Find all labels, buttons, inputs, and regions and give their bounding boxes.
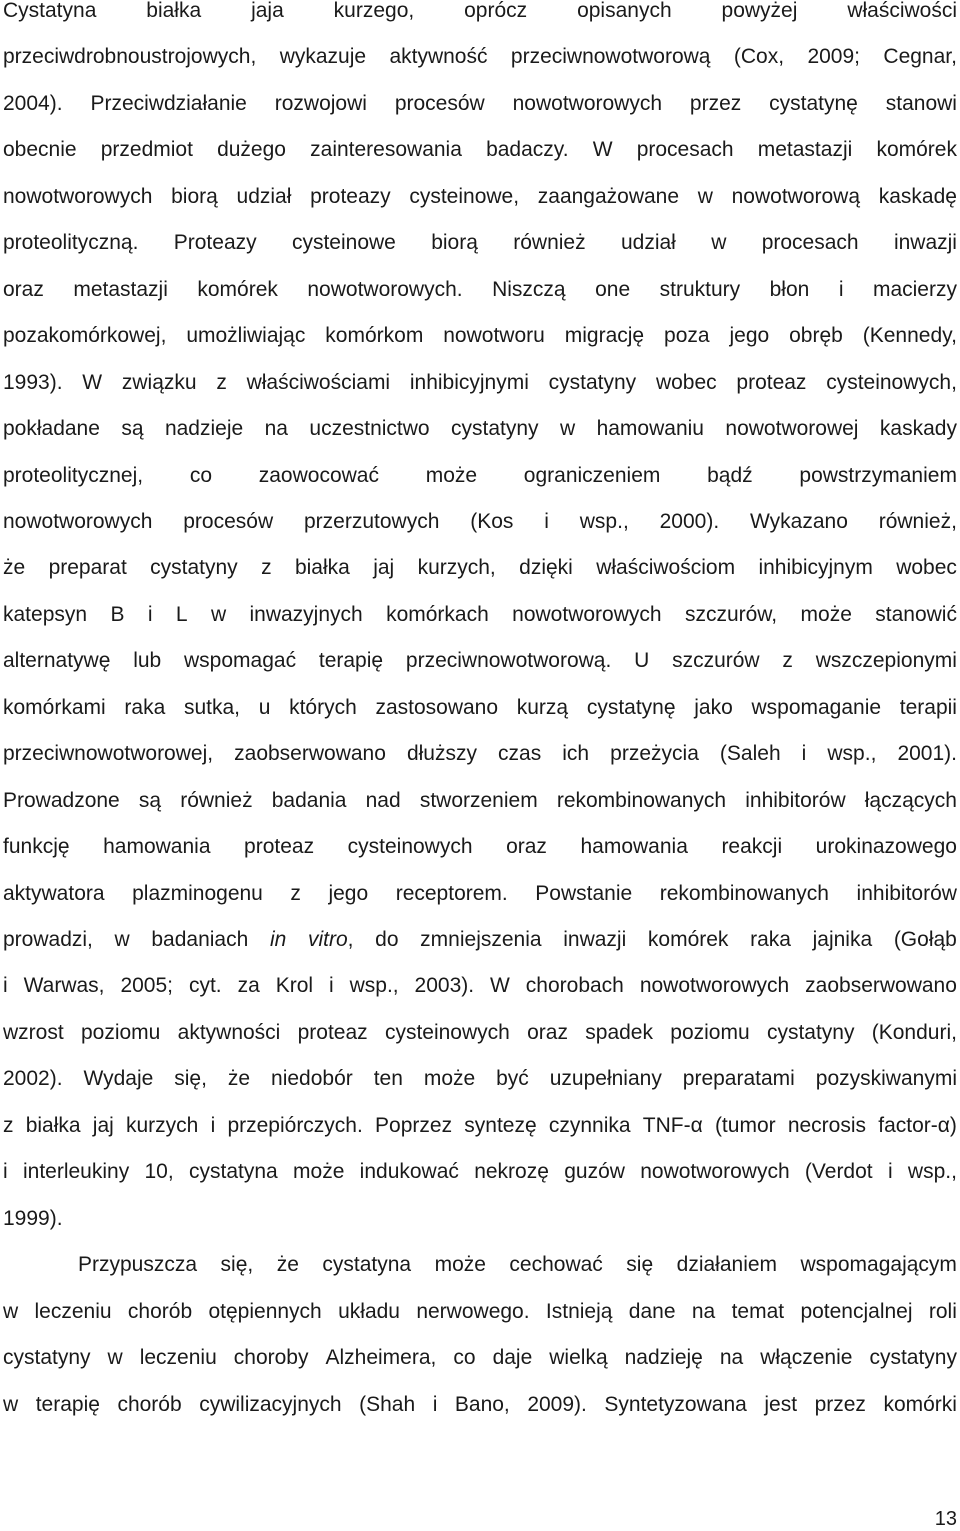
text-line: Prowadzone są również badania nad stworzeniem rekombinowanych inhibitorów łączących [3,788,957,812]
text-line: Przypuszcza się, że cystatyna może cechować się działaniem wspomagającym [78,1253,957,1277]
text-line: alternatywę lub wspomagać terapię przeciwnowotworową. U szczurów z wszczepionymi [3,649,957,673]
text-line: że preparat cystatyny z białka jaj kurzych, dzięki właściwościom inhibicyjnym wobec [3,556,957,580]
text-line: w terapię chorób cywilizacyjnych (Shah i Bano, 2009). Syntetyzowana jest przez komórki [3,1392,957,1416]
text-line: cystatyny w leczeniu choroby Alzheimera, co daje wielką nadzieję na włączenie cystatyny [3,1346,957,1370]
text-line: proteolitycznej, co zaowocować może ograniczeniem bądź powstrzymaniem [3,463,957,487]
text-line: prowadzi, w badaniach in vitro, do zmniejszenia inwazji komórek raka jajnika (Gołąb [3,928,957,951]
text-line: funkcję hamowania proteaz cysteinowych oraz hamowania reakcji urokinazowego [3,835,957,859]
text-line: i interleukiny 10, cystatyna może indukować nekrozę guzów nowotworowych (Verdot i wsp., [3,1160,957,1184]
text-line: nowotworowych biorą udział proteazy cysteinowe, zaangażowane w nowotworową kaskadę [3,184,957,208]
text-line: 1993). W związku z właściwościami inhibicyjnymi cystatyny wobec proteaz cysteinowych, [3,370,957,394]
text-line: przeciwnowotworowej, zaobserwowano dłuższy czas ich przeżycia (Saleh i wsp., 2001). [3,742,957,766]
text-line: obecnie przedmiot dużego zainteresowania badaczy. W procesach metastazji komórek [3,138,957,162]
text-line: 2004). Przeciwdziałanie rozwojowi procesów nowotworowych przez cystatynę stanowi [3,91,957,115]
page-number: 13 [934,1508,957,1530]
text-line: i Warwas, 2005; cyt. za Krol i wsp., 2003). W chorobach nowotworowych zaobserwowano [3,974,957,998]
text-line: z białka jaj kurzych i przepiórczych. Poprzez syntezę czynnika TNF-α (tumor necrosis factor-α) [3,1113,957,1137]
text-line: pozakomórkowej, umożliwiając komórkom nowotworu migrację poza jego obręb (Kennedy, [3,324,957,348]
text-line: komórkami raka sutka, u których zastosowano kurzą cystatynę jako wspomaganie terapii [3,695,957,719]
text-line: Cystatyna białka jaja kurzego, oprócz opisanych powyżej właściwości [3,0,957,22]
text-line: pokładane są nadzieje na uczestnictwo cystatyny w hamowaniu nowotworowej kaskady [3,417,957,441]
text-line: wzrost poziomu aktywności proteaz cysteinowych oraz spadek poziomu cystatyny (Konduri, [3,1020,957,1044]
text-line: nowotworowych procesów przerzutowych (Kos i wsp., 2000). Wykazano również, [3,509,957,533]
text-line: katepsyn B i L w inwazyjnych komórkach nowotworowych szczurów, może stanowić [3,602,957,626]
text-line: w leczeniu chorób otępiennych układu nerwowego. Istnieją dane na temat potencjalnej roli [3,1299,957,1323]
text-line: proteolityczną. Proteazy cysteinowe biorą również udział w procesach inwazji [3,231,957,255]
text-line: 2002). Wydaje się, że niedobór ten może być uzupełniany preparatami pozyskiwanymi [3,1067,957,1091]
text-line: przeciwdrobnoustrojowych, wykazuje aktywność przeciwnowotworową (Cox, 2009; Cegnar, [3,45,957,69]
text-line: 1999). [3,1206,63,1230]
text-line: oraz metastazji komórek nowotworowych. Niszczą one struktury błon i macierzy [3,277,957,301]
text-line: aktywatora plazminogenu z jego receptorem. Powstanie rekombinowanych inhibitorów [3,881,957,905]
